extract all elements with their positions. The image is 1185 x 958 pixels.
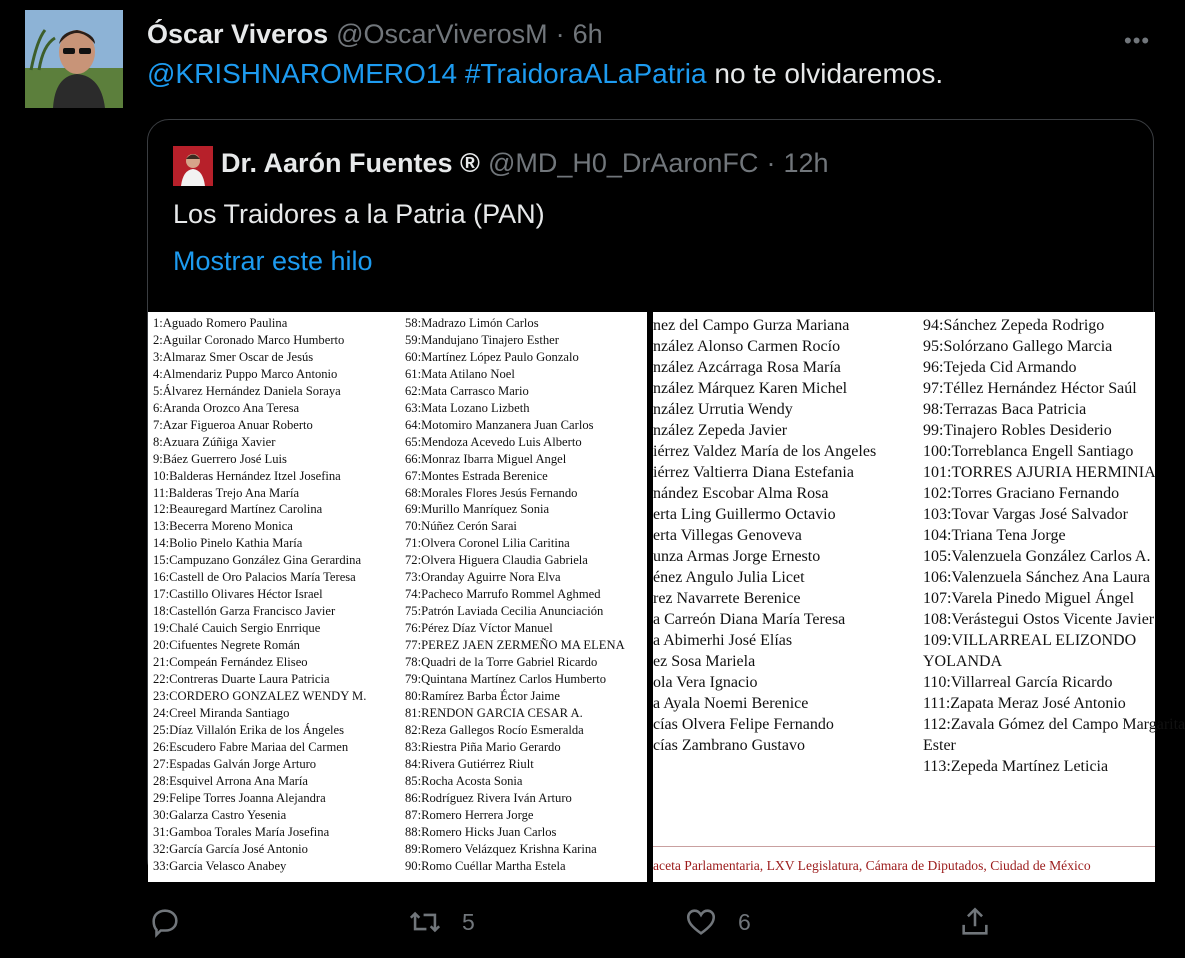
list-item: iérrez Valtierra Diana Estefania [653, 464, 854, 481]
retweet-button[interactable] [408, 905, 475, 939]
list-item: 72:Olvera Higuera Claudia Gabriela [405, 553, 588, 568]
list-item: a Abimerhi José Elías [653, 632, 793, 649]
list-item: 94:Sánchez Zepeda Rodrigo [923, 317, 1105, 334]
like-count: 6 [738, 908, 751, 935]
list-item: 71:Olvera Coronel Lilia Caritina [405, 536, 570, 551]
list-item: 6:Aranda Orozco Ana Teresa [153, 400, 300, 415]
list-item: 7:Azar Figueroa Anuar Roberto [153, 417, 313, 432]
list-item: 24:Creel Miranda Santiago [153, 705, 290, 720]
list-item: 68:Morales Flores Jesús Fernando [405, 485, 578, 500]
list-item: 107:Varela Pinedo Miguel Ángel [923, 590, 1135, 607]
quote-author-avatar[interactable] [173, 146, 213, 186]
list-item: nez del Campo Gurza Mariana [653, 317, 850, 334]
list-item: 97:Téllez Hernández Héctor Saúl [923, 380, 1137, 397]
list-item: 60:Martínez López Paulo Gonzalo [405, 349, 579, 364]
quote-author-name: Dr. Aarón Fuentes ® [221, 148, 480, 178]
list-item: 69:Murillo Manríquez Sonia [405, 502, 550, 517]
list-item: 112:Zavala Gómez del Campo Margarita [923, 716, 1185, 733]
list-item: 61:Mata Atilano Noel [405, 366, 515, 381]
quote-separator-dot: · [766, 148, 776, 178]
list-item: 89:Romero Velázquez Krishna Karina [405, 841, 597, 856]
author-name[interactable]: Óscar Viveros [147, 18, 329, 49]
list-item: 11:Balderas Trejo Ana María [153, 485, 300, 500]
list-item: 14:Bolio Pinelo Kathia María [153, 536, 303, 551]
list-item: 103:Tovar Vargas José Salvador [923, 506, 1128, 523]
list-item: énez Angulo Julia Licet [653, 569, 805, 586]
quote-timestamp: 12h [783, 148, 829, 178]
list-item: 99:Tinajero Robles Desiderio [923, 422, 1112, 439]
list-item: Ester [923, 737, 956, 754]
list-item: 17:Castillo Olivares Héctor Israel [153, 587, 323, 602]
list-item: 28:Esquivel Arrona Ana María [153, 773, 308, 788]
list-item: 80:Ramírez Barba Éctor Jaime [405, 688, 560, 703]
list-item: 77:PEREZ JAEN ZERMEÑO MA ELENA [405, 638, 625, 653]
tweet-text [147, 58, 943, 90]
gazette-footer: aceta Parlamentaria, LXV Legislatura, Cámara de Diputados, Ciudad de México [653, 858, 1091, 873]
list-item: nzález Márquez Karen Michel [653, 380, 848, 397]
retweet-icon [408, 905, 442, 939]
quote-text: Los Traidores a la Patria (PAN) [173, 199, 545, 229]
like-button[interactable] [684, 905, 751, 939]
share-button[interactable] [958, 905, 992, 939]
list-item: 84:Rivera Gutiérrez Riult [405, 756, 534, 771]
list-item: 98:Terrazas Baca Patricia [923, 401, 1087, 418]
list-item: 100:Torreblanca Engell Santiago [923, 443, 1134, 460]
tweet-header [147, 14, 603, 54]
list-item: 1:Aguado Romero Paulina [153, 316, 288, 330]
tweet-timestamp[interactable]: 6h [572, 18, 603, 49]
deputies-list-col1 [153, 315, 366, 874]
quote-header [221, 148, 829, 179]
deputies-list-col3 [653, 315, 876, 756]
list-item: 102:Torres Graciano Fernando [923, 485, 1120, 502]
list-item: 106:Valenzuela Sánchez Ana Laura [923, 569, 1151, 586]
list-item: 64:Motomiro Manzanera Juan Carlos [405, 417, 594, 432]
list-item: 18:Castellón Garza Francisco Javier [153, 604, 336, 619]
list-item: 12:Beauregard Martínez Carolina [153, 502, 323, 517]
list-item: 62:Mata Carrasco Mario [405, 383, 529, 398]
list-item: 63:Mata Lozano Lizbeth [405, 400, 530, 415]
list-item: unza Armas Jorge Ernesto [653, 548, 821, 565]
author-handle[interactable]: @OscarViverosM [336, 18, 548, 49]
list-item: 13:Becerra Moreno Monica [153, 519, 293, 534]
list-item: 73:Oranday Aguirre Nora Elva [405, 570, 561, 585]
list-item: 58:Madrazo Limón Carlos [405, 316, 539, 330]
list-item: 26:Escudero Fabre Mariaa del Carmen [153, 739, 349, 754]
list-item: cías Olvera Felipe Fernando [653, 716, 834, 733]
list-item: 109:VILLARREAL ELIZONDO [923, 632, 1137, 649]
list-item: nzález Zepeda Javier [653, 422, 788, 439]
list-item: nzález Alonso Carmen Rocío [653, 338, 841, 355]
list-item: 110:Villarreal García Ricardo [923, 674, 1113, 691]
list-item: 108:Verástegui Ostos Vicente Javier [923, 611, 1155, 628]
list-item: 67:Montes Estrada Berenice [405, 468, 548, 483]
list-item: 104:Triana Tena Jorge [923, 527, 1066, 544]
list-item: rez Navarrete Berenice [653, 590, 801, 607]
list-item: 101:TORRES AJURIA HERMINIA [923, 464, 1156, 481]
list-item: 33:Garcia Velasco Anabey [153, 858, 287, 873]
list-item: YOLANDA [923, 653, 1003, 670]
list-item: 10:Balderas Hernández Itzel Josefina [153, 468, 341, 483]
list-item: cías Zambrano Gustavo [653, 737, 805, 754]
list-item: 4:Almendariz Puppo Marco Antonio [153, 366, 338, 381]
list-item: 16:Castell de Oro Palacios María Teresa [153, 570, 356, 585]
retweet-count: 5 [462, 908, 475, 935]
tweet-body: no te olvidaremos. [706, 58, 944, 89]
list-item: ola Vera Ignacio [653, 674, 758, 691]
list-item: 2:Aguilar Coronado Marco Humberto [153, 332, 345, 347]
list-item: 23:CORDERO GONZALEZ WENDY M. [153, 688, 367, 703]
list-item: 8:Azuara Zúñiga Xavier [153, 434, 276, 449]
list-item: iérrez Valdez María de los Angeles [653, 443, 877, 460]
separator-dot: · [555, 18, 565, 49]
list-item: 15:Campuzano González Gina Gerardina [153, 553, 362, 568]
hashtag-link[interactable]: #TraidoraALaPatria [464, 58, 707, 89]
share-icon [958, 905, 992, 939]
list-item: nández Escobar Alma Rosa [653, 485, 829, 502]
list-item: 59:Mandujano Tinajero Esther [405, 332, 559, 347]
list-item: 65:Mendoza Acevedo Luis Alberto [405, 434, 582, 449]
list-item: 90:Romo Cuéllar Martha Estela [405, 858, 566, 873]
list-item: 87:Romero Herrera Jorge [405, 807, 534, 822]
list-item: 85:Rocha Acosta Sonia [405, 773, 523, 788]
show-thread-link[interactable]: Mostrar este hilo [173, 246, 373, 276]
list-item: 83:Riestra Piña Mario Gerardo [405, 739, 561, 754]
list-item: 111:Zapata Meraz José Antonio [923, 695, 1126, 712]
quoted-tweet[interactable] [147, 119, 1185, 881]
reply-button[interactable] [148, 905, 202, 939]
list-item: erta Villegas Genoveva [653, 527, 802, 544]
list-item: 19:Chalé Cauich Sergio Enrrique [153, 621, 321, 636]
list-item: 30:Galarza Castro Yesenia [153, 807, 287, 822]
list-item: 105:Valenzuela González Carlos A. [923, 548, 1151, 565]
list-item: 22:Contreras Duarte Laura Patricia [153, 672, 330, 687]
media-image-right[interactable] [653, 312, 1185, 882]
quote-media[interactable] [148, 312, 1185, 882]
list-item: 96:Tejeda Cid Armando [923, 359, 1077, 376]
list-item: 9:Báez Guerrero José Luis [153, 451, 287, 466]
list-item: 31:Gamboa Torales María Josefina [153, 824, 330, 839]
list-item: 3:Almaraz Smer Oscar de Jesús [153, 349, 314, 364]
list-item: 29:Felipe Torres Joanna Alejandra [153, 790, 326, 805]
list-item: 66:Monraz Ibarra Miguel Angel [405, 451, 567, 466]
list-item: 70:Núñez Cerón Sarai [405, 519, 517, 534]
author-avatar[interactable] [25, 10, 123, 108]
list-item: a Ayala Noemi Berenice [653, 695, 809, 712]
reply-icon [148, 905, 182, 939]
list-item: 95:Solórzano Gallego Marcia [923, 338, 1113, 355]
list-item: 32:García García José Antonio [153, 841, 308, 856]
list-item: ez Sosa Mariela [653, 653, 756, 670]
list-item: erta Ling Guillermo Octavio [653, 506, 836, 523]
deputies-list-col2 [405, 315, 625, 874]
deputies-list-col4 [923, 315, 1185, 777]
list-item: 81:RENDON GARCIA CESAR A. [405, 705, 583, 720]
list-item: 21:Compeán Fernández Eliseo [153, 655, 308, 670]
list-item: 86:Rodríguez Rivera Iván Arturo [405, 790, 572, 805]
list-item: 20:Cifuentes Negrete Román [153, 638, 300, 653]
list-item: 78:Quadri de la Torre Gabriel Ricardo [405, 655, 598, 670]
list-item: 27:Espadas Galván Jorge Arturo [153, 756, 317, 771]
list-item: 82:Reza Gallegos Rocío Esmeralda [405, 722, 584, 737]
list-item: 113:Zepeda Martínez Leticia [923, 758, 1109, 775]
list-item: 5:Álvarez Hernández Daniela Soraya [153, 383, 341, 398]
list-item: a Carreón Diana María Teresa [653, 611, 846, 628]
action-bar [0, 905, 1154, 950]
list-item: 74:Pacheco Marrufo Rommel Aghmed [405, 587, 601, 602]
list-item: 79:Quintana Martínez Carlos Humberto [405, 672, 607, 687]
more-options-icon[interactable]: ••• [1124, 28, 1151, 53]
like-icon [684, 905, 718, 939]
list-item: 25:Díaz Villalón Erika de los Ángeles [153, 722, 345, 737]
list-item: 75:Patrón Laviada Cecilia Anunciación [405, 604, 604, 619]
media-image-left[interactable] [148, 312, 647, 882]
list-item: 88:Romero Hicks Juan Carlos [405, 824, 557, 839]
quote-author-handle: @MD_H0_DrAaronFC [487, 148, 759, 178]
list-item: nzález Azcárraga Rosa María [653, 359, 841, 376]
list-item: 76:Pérez Díaz Víctor Manuel [405, 621, 553, 636]
list-item: nzález Urrutia Wendy [653, 401, 793, 418]
mention-link[interactable]: @KRISHNAROMERO14 [147, 58, 458, 89]
footer-divider [653, 846, 1155, 847]
